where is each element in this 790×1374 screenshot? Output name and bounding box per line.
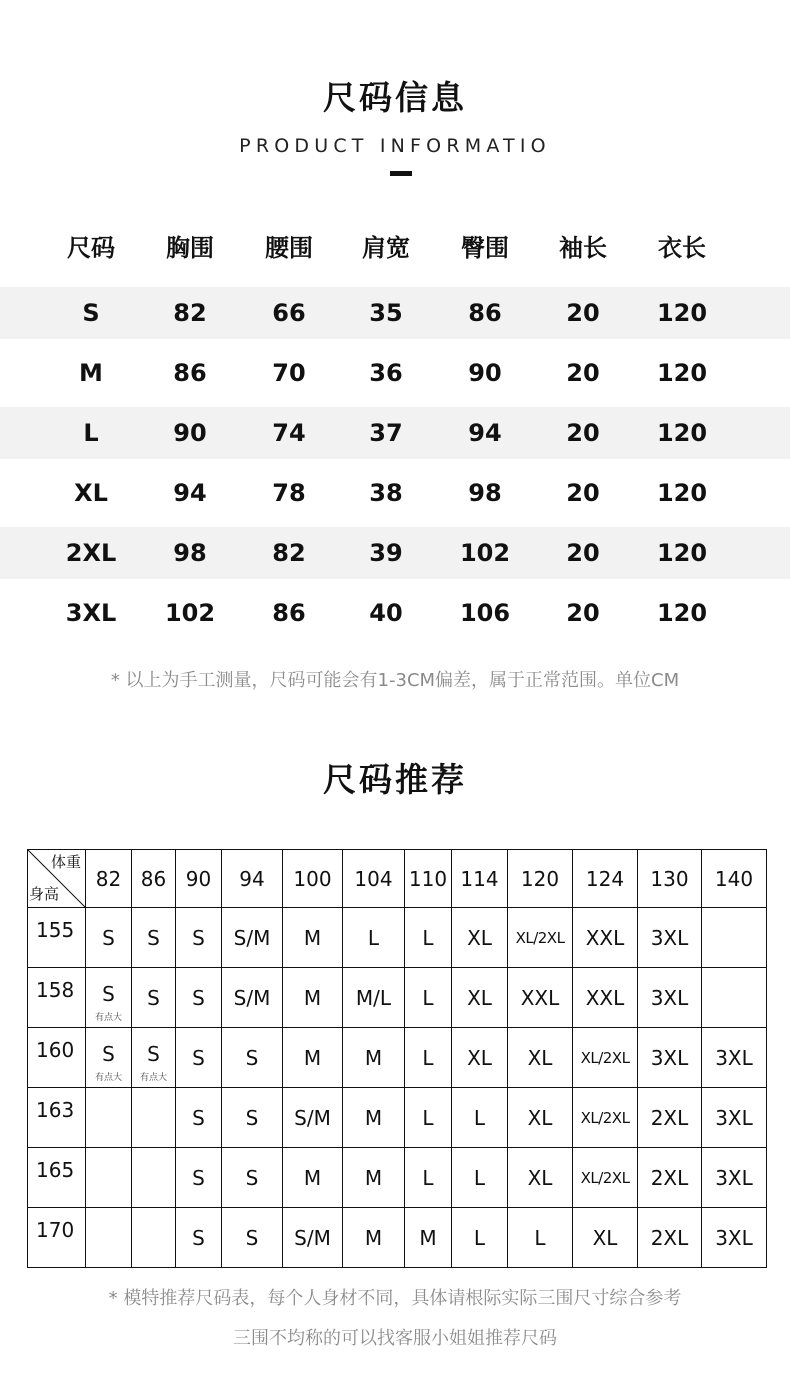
cell-sleeve: 20 xyxy=(566,299,600,327)
recommended-size-value: M xyxy=(303,1165,322,1190)
header-cell-shoulder: 肩宽 xyxy=(362,234,410,262)
recommended-size-cell xyxy=(405,1028,452,1088)
recommended-size-cell xyxy=(132,1208,176,1268)
recommended-size-value: XL xyxy=(527,1165,553,1190)
header-cell-length: 衣长 xyxy=(658,234,706,262)
cell-length: 120 xyxy=(656,419,708,447)
recommended-size-cell xyxy=(132,908,176,968)
cell-shoulder: 36 xyxy=(369,359,403,387)
recommended-size-value: L xyxy=(367,925,380,950)
height-row xyxy=(28,1148,767,1208)
recommended-size-cell xyxy=(405,1148,452,1208)
corner-label-weight: 体重 xyxy=(50,853,81,871)
height-label-cell: 158 xyxy=(28,968,86,1028)
recommended-size-value: XL/2XL xyxy=(515,928,565,947)
size-recommend-title: 尺码推荐 xyxy=(323,760,467,799)
recommended-size-cell xyxy=(86,1208,132,1268)
recommended-size-cell xyxy=(283,1148,343,1208)
height-row xyxy=(28,1208,767,1268)
recommended-size-value: 2XL xyxy=(650,1105,689,1130)
recommend-note-line1: * 模特推荐尺码表，每个人身材不同，具体请根际实际三围尺寸综合参考 xyxy=(108,1288,682,1309)
recommended-size-value: XL xyxy=(467,1045,492,1070)
recommended-size-cell xyxy=(508,1208,573,1268)
height-label-cell: 160 xyxy=(28,1028,86,1088)
recommended-size-cell xyxy=(86,1088,132,1148)
recommended-size-value: M xyxy=(364,1165,383,1190)
cell-sleeve: 20 xyxy=(566,359,600,387)
recommended-size-value: XXL xyxy=(585,985,625,1010)
recommended-size-cell xyxy=(132,968,176,1028)
header-cell-waist: 腰围 xyxy=(265,234,313,262)
recommended-size-cell xyxy=(702,1088,767,1148)
recommended-size-cell xyxy=(132,1088,176,1148)
size-info-row xyxy=(0,398,790,458)
height-label-cell: 165 xyxy=(28,1148,86,1208)
cell-sleeve: 20 xyxy=(566,539,600,567)
cell-hip: 106 xyxy=(459,599,511,627)
recommended-size-cell xyxy=(702,908,767,968)
recommended-size-cell xyxy=(573,908,638,968)
recommended-size-value: S/M xyxy=(233,985,271,1010)
recommended-size-cell xyxy=(405,1088,452,1148)
size-info-title: 尺码信息 xyxy=(323,78,467,117)
recommended-size-cell xyxy=(508,1028,573,1088)
recommended-size-cell xyxy=(283,908,343,968)
weight-header-cell: 82 xyxy=(86,850,132,908)
fit-note: 有点大 xyxy=(94,1073,122,1083)
size-info-header-row xyxy=(0,218,790,278)
recommended-size-cell xyxy=(508,1088,573,1148)
recommended-size-cell xyxy=(86,1148,132,1208)
cell-chest: 102 xyxy=(164,599,216,627)
recommended-size-value: XXL xyxy=(585,925,625,950)
cell-length: 120 xyxy=(656,299,708,327)
recommended-size-cell xyxy=(343,1148,405,1208)
recommended-size-value: M xyxy=(303,1045,322,1070)
recommended-size-cell xyxy=(452,908,508,968)
recommended-size-cell xyxy=(405,908,452,968)
cell-size: M xyxy=(79,359,103,387)
recommended-size-cell xyxy=(573,1088,638,1148)
recommended-size-value: S xyxy=(192,985,205,1010)
weight-header-row xyxy=(28,850,767,908)
recommended-size-cell xyxy=(638,908,702,968)
recommended-size-value: M xyxy=(303,985,322,1010)
recommended-size-value: L xyxy=(422,1165,434,1190)
recommended-size-value: 3XL xyxy=(715,1045,753,1070)
recommended-size-value: S/M xyxy=(294,1225,331,1250)
cell-length: 120 xyxy=(656,539,708,567)
cell-chest: 90 xyxy=(173,419,207,447)
weight-header-cell: 124 xyxy=(573,850,638,908)
recommended-size-value: XL/2XL xyxy=(580,1168,630,1187)
height-label-cell: 155 xyxy=(28,908,86,968)
recommended-size-cell xyxy=(343,1208,405,1268)
cell-size: XL xyxy=(74,479,108,507)
weight-header-cell: 104 xyxy=(343,850,405,908)
cell-waist: 70 xyxy=(272,359,306,387)
recommended-size-cell xyxy=(283,968,343,1028)
recommended-size-cell xyxy=(573,1148,638,1208)
recommended-size-value: S xyxy=(245,1105,259,1130)
recommended-size-cell xyxy=(573,1028,638,1088)
recommended-size-value: 3XL xyxy=(650,985,689,1010)
recommended-size-cell xyxy=(132,1148,176,1208)
size-info-row xyxy=(0,518,790,578)
recommended-size-cell xyxy=(638,1208,702,1268)
recommended-size-value: XXL xyxy=(520,985,560,1010)
recommended-size-cell xyxy=(283,1088,343,1148)
cell-sleeve: 20 xyxy=(566,599,600,627)
weight-header-cell: 114 xyxy=(452,850,508,908)
cell-shoulder: 39 xyxy=(369,539,403,567)
header-cell-size: 尺码 xyxy=(67,234,115,262)
recommended-size-cell xyxy=(452,1088,508,1148)
height-row xyxy=(28,1028,767,1088)
cell-shoulder: 37 xyxy=(369,419,403,447)
size-recommend-table xyxy=(27,849,767,1268)
recommended-size-value: XL/2XL xyxy=(580,1048,630,1067)
recommended-size-value: S xyxy=(192,1165,205,1190)
recommended-size-value: M xyxy=(419,1225,437,1250)
recommended-size-value: XL xyxy=(527,1105,553,1130)
recommended-size-value: S/M xyxy=(294,1105,331,1130)
header-cell-chest: 胸围 xyxy=(166,234,214,262)
recommended-size-value: L xyxy=(473,1105,486,1130)
recommended-size-value: M xyxy=(364,1225,383,1250)
recommended-size-value: L xyxy=(422,1105,434,1130)
size-info-row xyxy=(0,578,790,638)
cell-size: S xyxy=(82,299,100,327)
height-row xyxy=(28,968,767,1028)
recommended-size-value: S xyxy=(192,1045,205,1070)
recommended-size-cell xyxy=(343,1028,405,1088)
recommended-size-cell xyxy=(573,968,638,1028)
recommended-size-value: L xyxy=(422,985,434,1010)
cell-waist: 82 xyxy=(272,539,306,567)
recommended-size-cell xyxy=(638,1088,702,1148)
recommended-size-value: L xyxy=(534,1225,546,1250)
cell-hip: 102 xyxy=(459,539,511,567)
recommended-size-value: S xyxy=(245,1225,259,1250)
recommended-size-cell xyxy=(176,968,222,1028)
cell-waist: 86 xyxy=(272,599,306,627)
cell-hip: 86 xyxy=(468,299,502,327)
size-info-row xyxy=(0,338,790,398)
recommended-size-cell xyxy=(343,1088,405,1148)
recommended-size-cell xyxy=(508,1148,573,1208)
cell-length: 120 xyxy=(656,479,708,507)
cell-chest: 98 xyxy=(173,539,207,567)
cell-size: L xyxy=(83,419,99,447)
weight-header-cell: 110 xyxy=(405,850,452,908)
recommended-size-value: M xyxy=(364,1045,383,1070)
cell-length: 120 xyxy=(656,599,708,627)
recommended-size-value: XL xyxy=(527,1045,553,1070)
recommended-size-value: S xyxy=(102,981,115,1006)
recommended-size-cell xyxy=(452,968,508,1028)
recommended-size-cell xyxy=(222,1088,283,1148)
recommended-size-cell xyxy=(222,1028,283,1088)
recommended-size-value: S xyxy=(147,925,160,950)
height-label-cell: 170 xyxy=(28,1208,86,1268)
recommended-size-value: 3XL xyxy=(715,1105,753,1130)
corner-label-height: 身高 xyxy=(29,885,60,903)
fit-note: 有点大 xyxy=(94,1013,122,1023)
recommended-size-value: S xyxy=(102,925,115,950)
recommended-size-value: 3XL xyxy=(715,1225,753,1250)
height-row xyxy=(28,1088,767,1148)
recommended-size-cell xyxy=(702,1208,767,1268)
recommended-size-cell xyxy=(343,968,405,1028)
recommended-size-cell xyxy=(222,908,283,968)
title-divider-bar xyxy=(390,171,412,176)
header-cell-hip: 臀围 xyxy=(461,234,509,262)
cell-waist: 74 xyxy=(272,419,306,447)
corner-cell xyxy=(28,850,86,908)
recommended-size-value: M/L xyxy=(355,985,392,1010)
recommended-size-cell xyxy=(452,1148,508,1208)
recommended-size-value: S xyxy=(147,1041,160,1066)
cell-sleeve: 20 xyxy=(566,479,600,507)
header-cell-sleeve: 袖长 xyxy=(559,234,607,262)
recommended-size-cell xyxy=(176,1088,222,1148)
recommended-size-cell xyxy=(222,1208,283,1268)
recommended-size-value: XL xyxy=(467,925,492,950)
cell-waist: 66 xyxy=(272,299,306,327)
recommended-size-value: 3XL xyxy=(650,1045,689,1070)
recommended-size-value: M xyxy=(303,925,322,950)
recommended-size-cell xyxy=(405,1208,452,1268)
recommended-size-cell xyxy=(573,1208,638,1268)
recommended-size-cell xyxy=(222,1148,283,1208)
weight-header-cell: 130 xyxy=(638,850,702,908)
height-row xyxy=(28,908,767,968)
recommend-note-line2: 三围不均称的可以找客服小姐姐推荐尺码 xyxy=(233,1328,557,1349)
recommended-size-cell xyxy=(452,1208,508,1268)
cell-hip: 94 xyxy=(468,419,502,447)
recommended-size-cell xyxy=(702,968,767,1028)
cell-size: 3XL xyxy=(65,599,117,627)
cell-chest: 82 xyxy=(173,299,207,327)
recommended-size-value: XL xyxy=(592,1225,618,1250)
recommended-size-cell xyxy=(283,1208,343,1268)
cell-hip: 90 xyxy=(468,359,502,387)
cell-hip: 98 xyxy=(468,479,502,507)
recommended-size-value: 2XL xyxy=(650,1165,689,1190)
recommended-size-cell xyxy=(176,908,222,968)
cell-shoulder: 38 xyxy=(369,479,403,507)
recommended-size-cell xyxy=(638,1148,702,1208)
size-info-subtitle: PRODUCT INFORMATIO xyxy=(239,135,551,157)
recommended-size-cell xyxy=(702,1028,767,1088)
recommended-size-value: L xyxy=(473,1225,486,1250)
fit-note: 有点大 xyxy=(139,1073,167,1083)
weight-header-cell: 120 xyxy=(508,850,573,908)
recommended-size-value: S/M xyxy=(233,925,271,950)
cell-shoulder: 40 xyxy=(369,599,403,627)
cell-size: 2XL xyxy=(65,539,117,567)
cell-chest: 86 xyxy=(173,359,207,387)
recommended-size-cell xyxy=(86,968,132,1028)
recommended-size-value: L xyxy=(422,925,434,950)
recommended-size-value: 2XL xyxy=(650,1225,689,1250)
cell-waist: 78 xyxy=(272,479,306,507)
recommended-size-cell xyxy=(222,968,283,1028)
cell-chest: 94 xyxy=(173,479,207,507)
recommended-size-value: L xyxy=(473,1165,486,1190)
size-info-table xyxy=(0,218,790,638)
recommended-size-cell xyxy=(638,968,702,1028)
recommended-size-cell xyxy=(508,968,573,1028)
recommended-size-value: 3XL xyxy=(650,925,689,950)
size-info-row xyxy=(0,278,790,338)
recommended-size-cell xyxy=(508,908,573,968)
size-info-row xyxy=(0,458,790,518)
recommended-size-cell xyxy=(343,908,405,968)
recommended-size-cell xyxy=(405,968,452,1028)
recommended-size-value: L xyxy=(422,1045,434,1070)
recommended-size-value: 3XL xyxy=(715,1165,753,1190)
recommended-size-cell xyxy=(638,1028,702,1088)
recommended-size-value: S xyxy=(192,1105,205,1130)
weight-header-cell: 86 xyxy=(132,850,176,908)
recommended-size-cell xyxy=(702,1148,767,1208)
cell-length: 120 xyxy=(656,359,708,387)
recommended-size-cell xyxy=(176,1148,222,1208)
recommended-size-cell xyxy=(176,1028,222,1088)
recommended-size-value: XL/2XL xyxy=(580,1108,630,1127)
weight-header-cell: 140 xyxy=(702,850,767,908)
recommended-size-value: M xyxy=(364,1105,383,1130)
recommended-size-cell xyxy=(86,1028,132,1088)
cell-shoulder: 35 xyxy=(369,299,403,327)
measurement-note: * 以上为手工测量，尺码可能会有1-3CM偏差，属于正常范围。单位CM xyxy=(110,670,680,691)
recommended-size-value: S xyxy=(245,1045,259,1070)
recommended-size-value: S xyxy=(245,1165,259,1190)
weight-header-cell: 94 xyxy=(222,850,283,908)
recommended-size-value: S xyxy=(192,925,205,950)
recommended-size-cell xyxy=(452,1028,508,1088)
recommended-size-value: S xyxy=(102,1041,115,1066)
weight-header-cell: 90 xyxy=(176,850,222,908)
recommended-size-cell xyxy=(86,908,132,968)
recommended-size-cell xyxy=(176,1208,222,1268)
recommended-size-cell xyxy=(132,1028,176,1088)
recommended-size-value: S xyxy=(192,1225,205,1250)
recommended-size-value: S xyxy=(147,985,160,1010)
recommended-size-cell xyxy=(283,1028,343,1088)
recommended-size-value: XL xyxy=(467,985,492,1010)
height-label-cell: 163 xyxy=(28,1088,86,1148)
weight-header-cell: 100 xyxy=(283,850,343,908)
cell-sleeve: 20 xyxy=(566,419,600,447)
